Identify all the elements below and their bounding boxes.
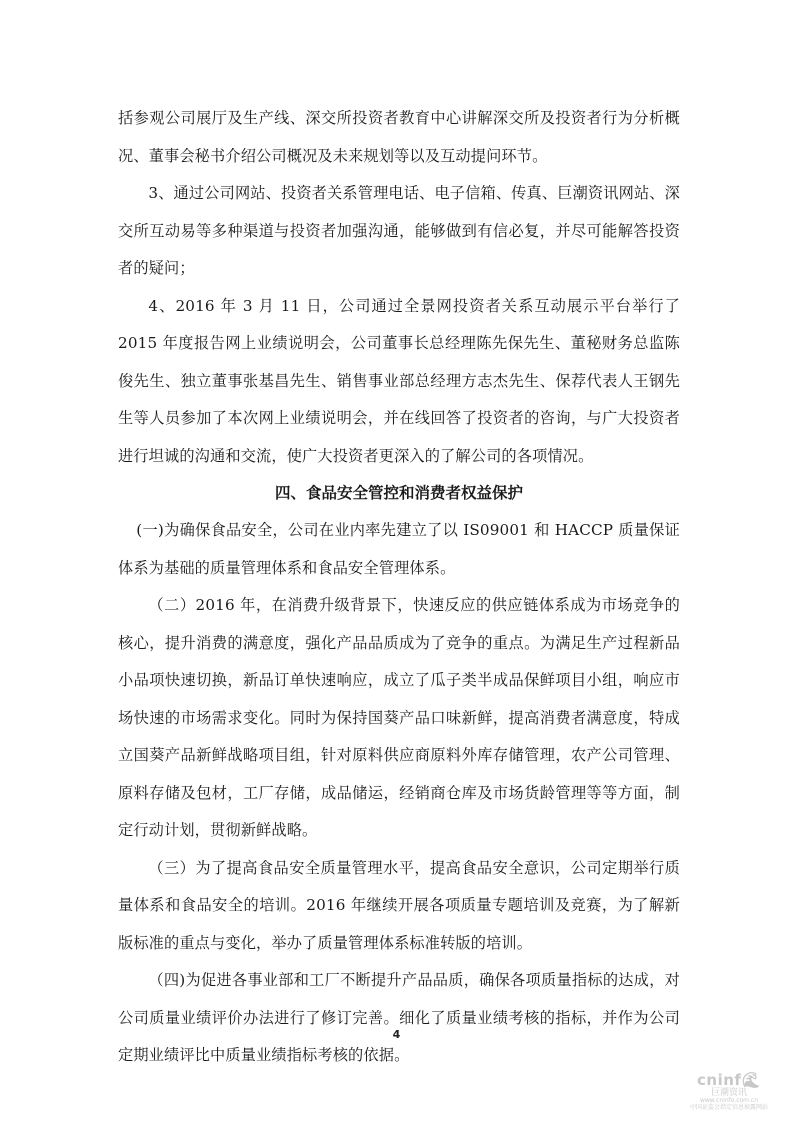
watermark-logo [679, 1072, 779, 1089]
paragraph-item-4: 4、2016 年 3 月 11 日，公司通过全景网投资者关系互动展示平台举行了 2015 年度报告网上业绩说明会，公司董事长总经理陈先保先生、董秘财务总监陈俊先生、独立董事张基昌先生、销售事业部总经理方志杰先生、保荐代表人王钢先生等人员参加了本次网上业绩说明会，并在线回答了投资者的咨询，与广大投资者进行坦诚的沟通和交流，使广大投资者更深入的了解公司的各项情况。 [118, 296, 680, 465]
paragraph-sub-1: (一)为确保食品安全，公司在业内率先建立了以 IS09001 和 HACCP 质量保证体系为基础的质量管理体系和食品安全管理体系。 [118, 521, 680, 577]
paragraph-continuation: 括参观公司展厅及生产线、深交所投资者教育中心讲解深交所及投资者行为分析概况、董事会秘书介绍公司概况及未来规划等以及互动提问环节。 [118, 109, 680, 165]
swirl-logo-icon: 🌊︎ [741, 1071, 761, 1089]
watermark-url: www.cninfo.com.cn [699, 1097, 759, 1105]
watermark-subtitle: 中国证监会指定信息披露网站 [689, 1103, 768, 1111]
paragraph-item-3: 3、通过公司网站、投资者关系管理电话、电子信箱、传真、巨潮资讯网站、深交所互动易等多种渠道与投资者加强沟通，能够做到有信必复，并尽可能解答投资者的疑问； [118, 184, 680, 277]
section-heading: 四、食品安全管控和消费者权益保护 [274, 484, 523, 502]
page-number: 4 [392, 1028, 401, 1041]
cninfo-watermark [679, 1072, 779, 1112]
document-body [118, 100, 680, 1075]
paragraph-sub-2: （二）2016 年，在消费升级背景下，快速反应的供应链体系成为市场竞争的核心，提升消费的满意度，强化产品品质成为了竞争的重点。为满足生产过程新品小品项快速切换，新品订单快速响应，成立了瓜子类半成品保鲜项目小组，响应市场快速的市场需求变化。同时为保持国葵产品口味新鲜，提高消费者满意度，特成立国葵产品新鲜战略项目组，针对原料供应商原料外库存储管理，农产公司管理、原料存储及包材，工厂存储，成品储运，经销商仓库及市场货龄管理等等方面，制定行动计划，贯彻新鲜战略。 [118, 596, 680, 839]
watermark-name: 巨潮资讯 [710, 1087, 747, 1098]
watermark-logo-text: cninf [697, 1071, 742, 1089]
paragraph-sub-3: （三）为了提高食品安全质量管理水平，提高食品安全意识，公司定期举行质量体系和食品安全的培训。2016 年继续开展各项质量专题培训及竞赛，为了解新版标准的重点与变化，举办了质量管理体系标准转版的培训。 [118, 858, 680, 952]
paragraph-sub-4: （四)为促进各事业部和工厂不断提升产品品质，确保各项质量指标的达成，对公司质量业绩评价办法进行了修订完善。细化了质量业绩考核的指标，并作为公司定期业绩评比中质量业绩指标考核的依据。 [118, 971, 680, 1064]
